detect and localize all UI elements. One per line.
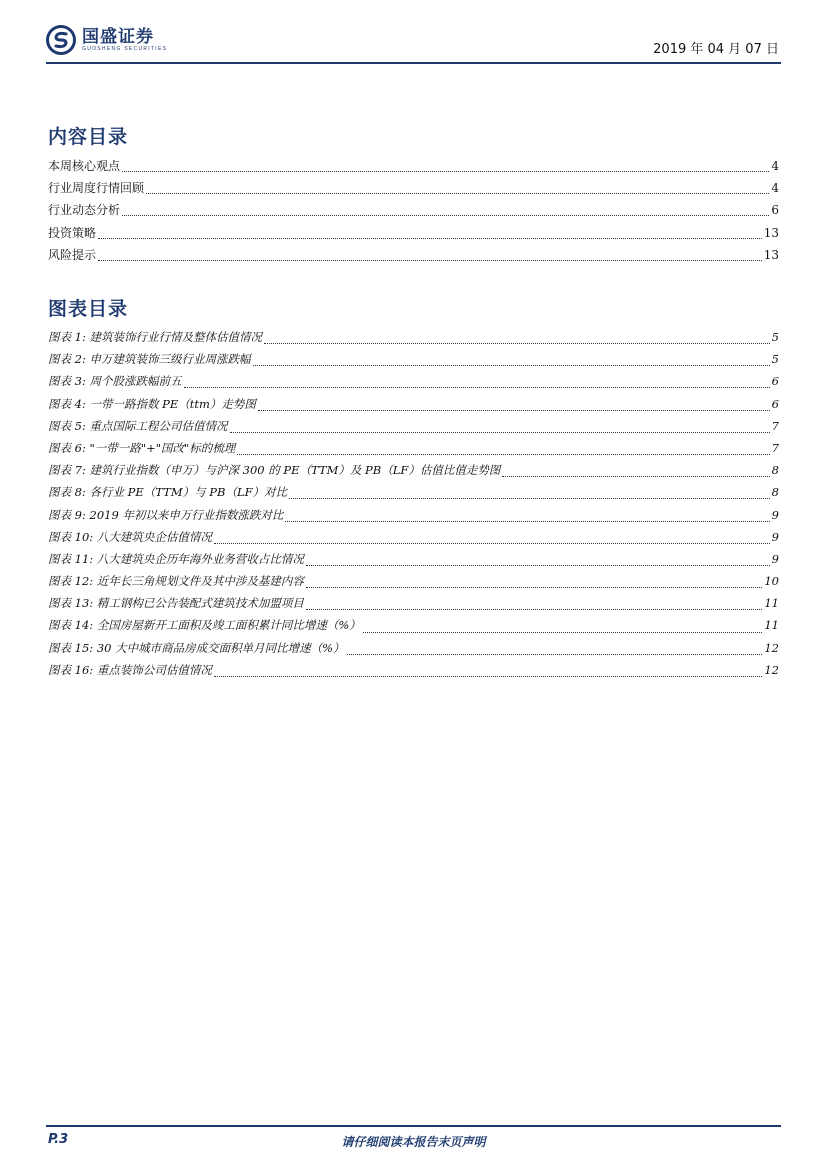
figure-entry-page: 10 (764, 574, 779, 589)
figure-entry-page: 9 (771, 507, 779, 522)
figure-entry[interactable] (48, 551, 779, 573)
figure-entry-label: 图表 3: 周个股涨跌幅前五 (48, 374, 182, 389)
figure-entry-page: 5 (771, 330, 779, 344)
figure-entry-page: 5 (771, 352, 779, 367)
figure-entry-label: 图表 1: 建筑装饰行业行情及整体估值情况 (48, 330, 263, 344)
page-header (46, 22, 781, 64)
contents-entry-label: 本周核心观点 (48, 159, 121, 173)
figure-entry-page: 9 (771, 529, 779, 544)
figure-entry-page: 8 (771, 485, 779, 500)
disclaimer-note: 请仔细阅读本报告末页声明 (341, 1135, 486, 1149)
figure-entry-page: 11 (764, 618, 779, 633)
figure-entry-label: 图表 14: 全国房屋新开工面积及竣工面积累计同比增速（%） (48, 618, 361, 633)
figure-entry[interactable] (48, 351, 779, 373)
report-date: 2019 年 04 月 07 日 (653, 42, 779, 57)
figure-entry[interactable] (48, 640, 779, 662)
figures-title: 图表目录 (48, 298, 129, 320)
figure-entry[interactable] (48, 662, 779, 684)
figure-entry-page: 8 (771, 463, 779, 478)
figure-entry-label: 图表 16: 重点装饰公司估值情况 (48, 662, 212, 677)
figure-entry-page: 12 (764, 640, 779, 655)
page-number: P.3 (48, 1132, 69, 1147)
figure-entry-page: 11 (764, 596, 779, 611)
page-footer (46, 1125, 781, 1157)
dot-leader (289, 497, 770, 499)
figure-entry-page: 6 (771, 374, 779, 389)
contents-entry[interactable] (48, 201, 779, 223)
dot-leader (98, 237, 762, 239)
figure-entry-page: 7 (771, 418, 779, 433)
figure-entry[interactable] (48, 440, 779, 462)
figure-entry[interactable] (48, 396, 779, 418)
dot-leader (363, 631, 763, 633)
dot-leader (258, 409, 770, 411)
contents-entry[interactable] (48, 224, 779, 246)
dot-leader (264, 342, 770, 344)
dot-leader (285, 520, 769, 522)
contents-entry[interactable] (48, 157, 779, 179)
contents-entry-label: 风险提示 (48, 247, 97, 262)
figure-entry-label: 图表 11: 八大建筑央企历年海外业务营收占比情况 (48, 551, 304, 566)
figure-entry[interactable] (48, 462, 779, 484)
logo-chinese-name: 国盛证券 (82, 26, 154, 47)
contents-entry-label: 投资策略 (48, 225, 97, 240)
guosheng-logo-icon (46, 25, 76, 55)
dot-leader (184, 386, 770, 388)
figure-entry-label: 图表 9: 2019 年初以来申万行业指数涨跌对比 (48, 507, 284, 522)
contents-entry-page: 13 (763, 247, 779, 262)
figure-entry-page: 9 (771, 551, 779, 566)
figure-entry[interactable] (48, 595, 779, 617)
dot-leader (502, 475, 769, 477)
figure-entry[interactable] (48, 617, 779, 639)
figure-entry[interactable] (48, 573, 779, 595)
logo-english-name: GUOSHENG SECURITIES (82, 45, 168, 52)
figure-entry-label: 图表 6: "一带一路"+"国改"标的梳理 (48, 440, 236, 455)
figure-entry-label: 图表 5: 重点国际工程公司估值情况 (48, 418, 228, 433)
figures-list (48, 329, 779, 684)
figure-entry-label: 图表 7: 建筑行业指数（申万）与沪深 300 的 PE（TTM）及 PB（LF）估值比值走势图 (48, 463, 501, 478)
dot-leader (98, 259, 762, 261)
dot-leader (122, 170, 769, 172)
figure-entry-label: 图表 2: 申万建筑装饰三级行业周涨跌幅 (48, 352, 251, 367)
contents-entry-label: 行业动态分析 (48, 203, 121, 218)
dot-leader (146, 192, 769, 194)
contents-entry[interactable] (48, 179, 779, 201)
figure-entry-label: 图表 13: 精工钢构已公告装配式建筑技术加盟项目 (48, 596, 304, 611)
figure-entry-page: 12 (764, 662, 779, 677)
figure-entry-label: 图表 4: 一带一路指数 PE（ttm）走势图 (48, 396, 256, 411)
dot-leader (306, 608, 763, 610)
figure-entry[interactable] (48, 507, 779, 529)
contents-title: 内容目录 (48, 126, 129, 148)
dot-leader (306, 564, 770, 566)
figure-entry[interactable] (48, 418, 779, 440)
dot-leader (214, 542, 770, 544)
dot-leader (347, 653, 763, 655)
figure-entry[interactable] (48, 329, 779, 351)
dot-leader (253, 364, 770, 366)
dot-leader (214, 675, 763, 677)
dot-leader (237, 453, 769, 455)
figure-entry[interactable] (48, 484, 779, 506)
contents-list (48, 157, 779, 268)
dot-leader (306, 586, 763, 588)
figure-entry-page: 7 (771, 440, 779, 455)
contents-entry-page: 6 (771, 203, 779, 218)
contents-entry-page: 13 (763, 225, 779, 240)
figure-entry[interactable] (48, 373, 779, 395)
figure-entry-page: 6 (771, 396, 779, 411)
contents-entry-label: 行业周度行情回顾 (48, 181, 145, 196)
dot-leader (230, 431, 770, 433)
figure-entry-label: 图表 15: 30 大中城市商品房成交面积单月同比增速（%） (48, 640, 345, 655)
contents-entry-page: 4 (771, 159, 779, 173)
contents-entry[interactable] (48, 246, 779, 268)
figure-entry-label: 图表 10: 八大建筑央企估值情况 (48, 529, 212, 544)
company-logo (46, 25, 167, 55)
figure-entry-label: 图表 8: 各行业 PE（TTM）与 PB（LF）对比 (48, 485, 288, 500)
figure-entry[interactable] (48, 529, 779, 551)
contents-entry-page: 4 (771, 181, 779, 196)
dot-leader (122, 214, 769, 216)
figure-entry-label: 图表 12: 近年长三角规划文件及其中涉及基建内容 (48, 574, 304, 589)
